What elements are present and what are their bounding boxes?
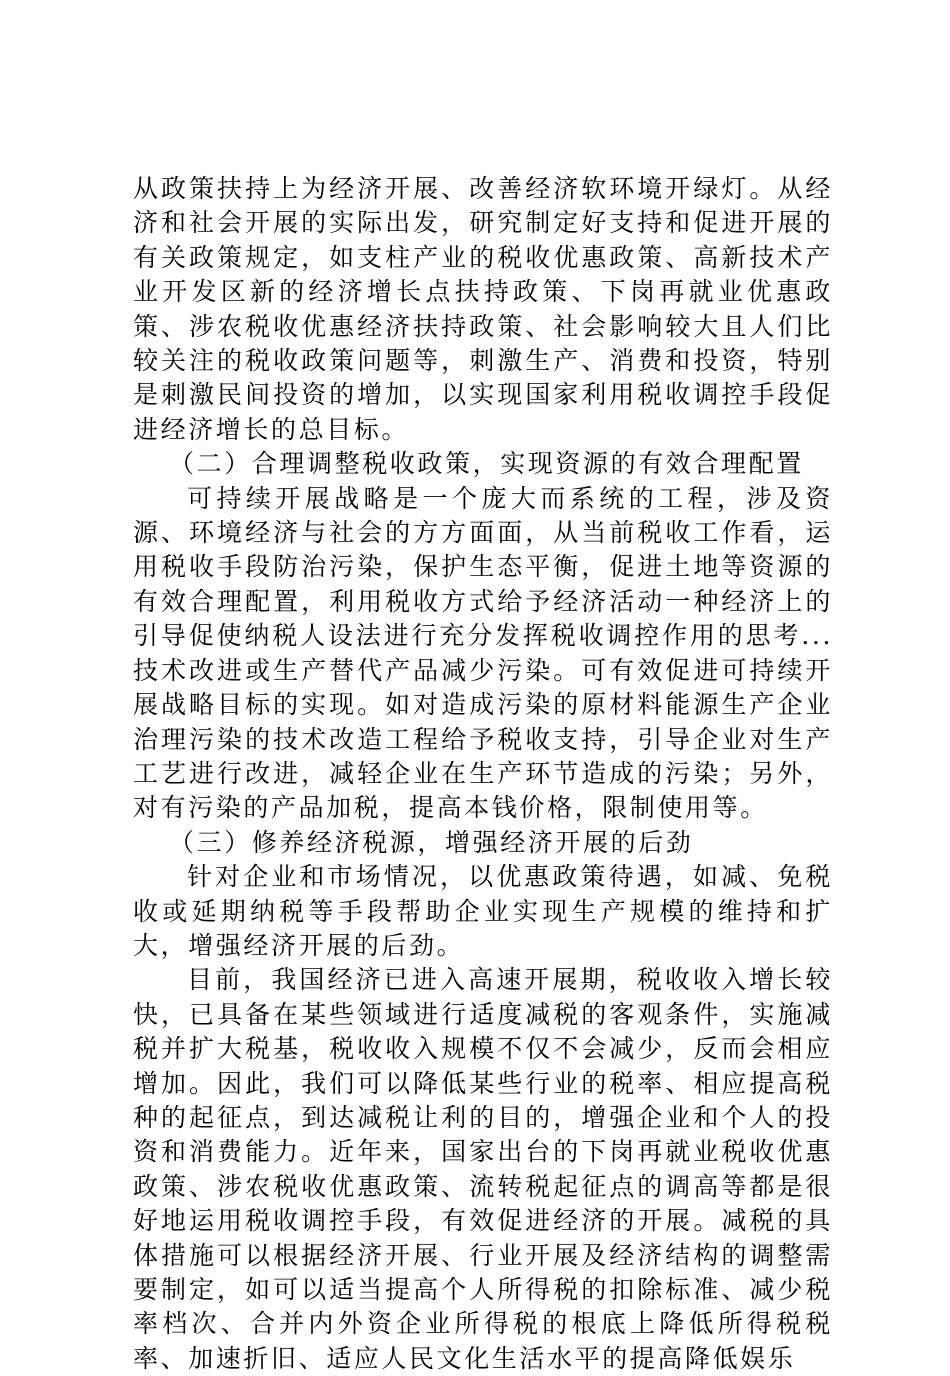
body-paragraph-tax-reduction: 目前，我国经济已进入高速开展期，税收收入增长较快，已具备在某些领域进行适度减税的客观条件，实施减税并扩大税基，税收收入规模不仅不会减少，反而会相应增加。因此，我们可以降低某些行业的税率、相应提高税种的起征点，到达减税让利的目的，增强企业和个人的投资和消费能力。近年来，国家出台的下岗再就业税收优惠政策、涉农税收优惠政策、流转税起征点的调高等都是很好地运用税收调控手段，有效促进经济的开展。减税的具体措施可以根据经济开展、行业开展及经济结构的调整需要制定，如可以适当提高个人所得税的扣除标准、减少税率档次、合并内外资企业所得税的根底上降低所得税税率、加速折旧、适应人民文化生活水平的提高降低娱乐 <box>133 965 833 1373</box>
body-paragraph-continuation: 从政策扶持上为经济开展、改善经济软环境开绿灯。从经济和社会开展的实际出发，研究制定好支持和促进开展的有关政策规定，如支柱产业的税收优惠政策、高新技术产业开发区新的经济增长点扶持政策、下岗再就业优惠政策、涉农税收优惠经济扶持政策、社会影响较大且人们比较关注的税收政策问题等，刺激生产、消费和投资，特别是刺激民间投资的增加，以实现国家利用税收调控手段促进经济增长的总目标。 <box>133 174 833 444</box>
section-heading-2: （二）合理调整税收政策，实现资源的有效合理配置 <box>169 449 804 479</box>
document-page <box>133 172 833 1376</box>
body-paragraph-enterprise-support: 针对企业和市场情况，以优惠政策待遇，如减、免税收或延期纳税等手段帮助企业实现生产规模的维持和扩大，增强经济开展的后劲。 <box>133 862 833 960</box>
body-paragraph-sustainable-development: 可持续开展战略是一个庞大而系统的工程，涉及资源、环境经济与社会的方方面面，从当前税收工作看，运用税收手段防治污染，保护生态平衡，促进土地等资源的有效合理配置，利用税收方式给予经济活动一种经济上的引导促使纳税人设法进行充分发挥税收调控作用的思考...技术改进或生产替代产品减少污染。可有效促进可持续开展战略目标的实现。如对造成污染的原材料能源生产企业治理污染的技术改造工程给予税收支持，引导企业对生产工艺进行改进，减轻企业在生产环节造成的污染；另外，对有污染的产品加税，提高本钱价格，限制使用等。 <box>133 483 833 823</box>
section-heading-3: （三）修养经济税源，增强经济开展的后劲 <box>169 827 694 857</box>
